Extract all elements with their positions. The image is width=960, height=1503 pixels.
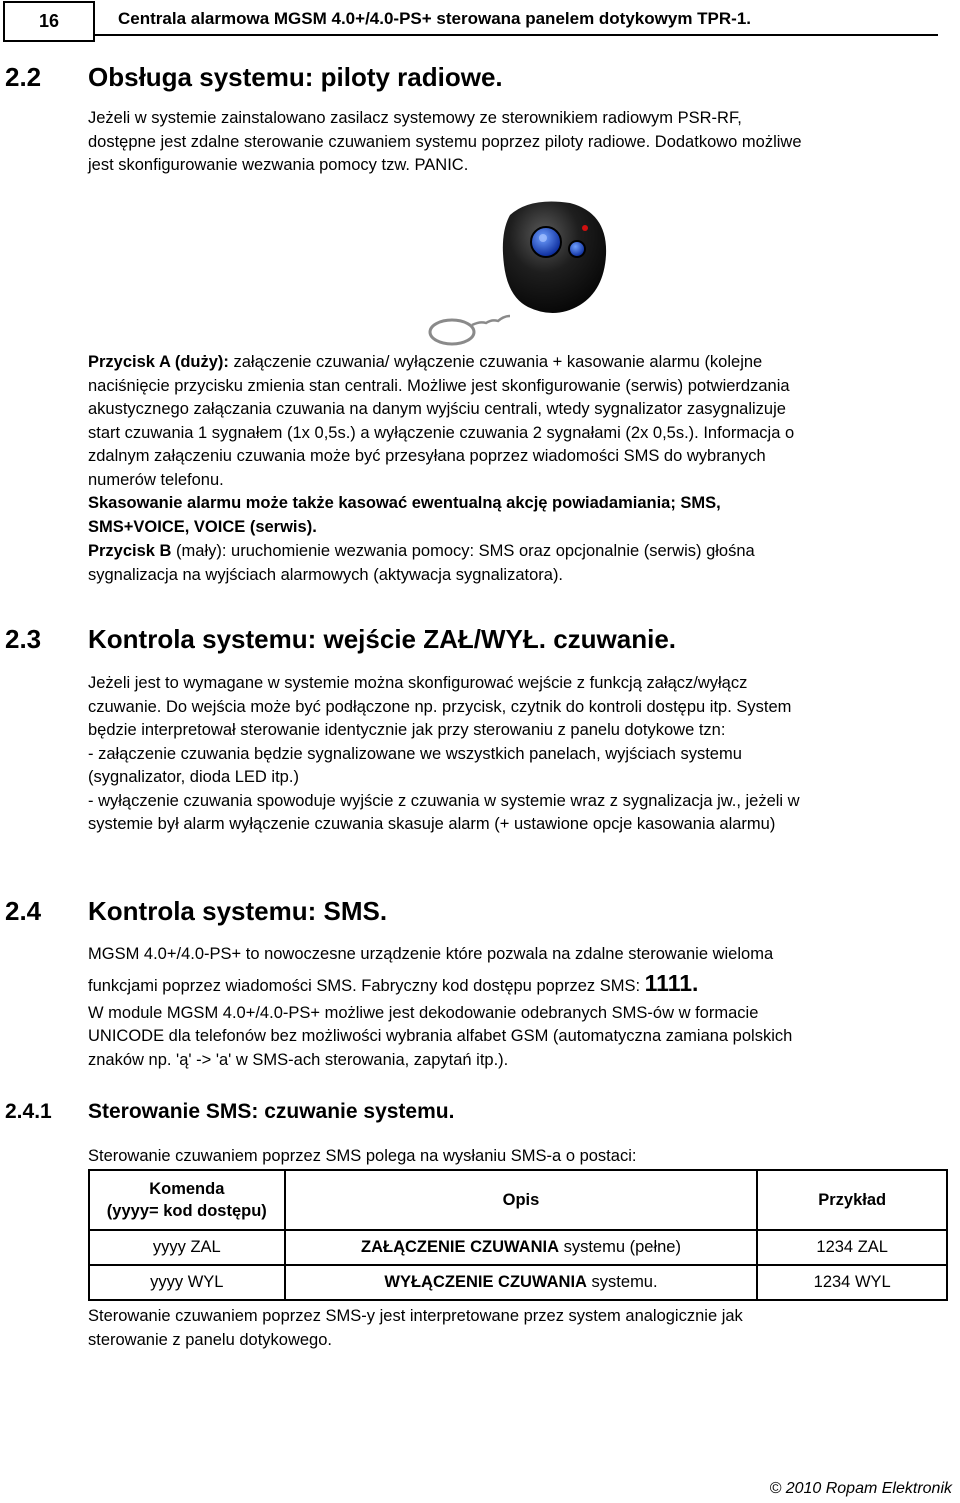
section-title: Sterowanie SMS: czuwanie systemu. bbox=[88, 1100, 455, 1123]
section-2-4-1-heading bbox=[5, 1100, 454, 1124]
text-line: SMS+VOICE, VOICE (serwis). bbox=[88, 517, 317, 536]
section-number: 2.3 bbox=[5, 624, 42, 654]
section-title: Kontrola systemu: wejście ZAŁ/WYŁ. czuwanie. bbox=[88, 624, 677, 654]
page-number: 16 bbox=[3, 1, 95, 42]
cell-example: 1234 WYL bbox=[757, 1265, 947, 1300]
cell-description bbox=[285, 1230, 758, 1265]
text-line: akustycznego załączania czuwania na danym wyjściu centrali, wtedy sygnalizator zasygnalizuje bbox=[88, 400, 786, 418]
text-line: MGSM 4.0+/4.0-PS+ to nowoczesne urządzenie które pozwala na zdalne sterowanie wieloma bbox=[88, 945, 774, 963]
section-2-3-body bbox=[88, 672, 948, 837]
button-b bbox=[569, 241, 585, 257]
cell-description-bold: ZAŁĄCZENIE CZUWANIA bbox=[361, 1238, 559, 1256]
text-line: Jeżeli w systemie zainstalowano zasilacz systemowy ze sterownikiem radiowym PSR-RF, bbox=[88, 109, 742, 127]
cell-description-rest: systemu (pełne) bbox=[559, 1238, 681, 1256]
text-line: zdalnym załączeniu czuwania może być przesyłana poprzez wiadomości SMS do wybranych bbox=[88, 447, 766, 465]
table-header-row bbox=[89, 1170, 947, 1230]
text-line: Sterowanie czuwaniem poprzez SMS-y jest interpretowane przez system analogicznie jak bbox=[88, 1307, 743, 1325]
alarm-reset-note bbox=[88, 492, 948, 539]
column-header-command bbox=[89, 1170, 285, 1230]
text-line: czuwanie. Do wejścia może być podłączone np. przycisk, czytnik do kontroli dostępu itp. System bbox=[88, 697, 792, 716]
column-header-description: Opis bbox=[285, 1170, 758, 1230]
section-2-2-heading bbox=[5, 62, 503, 93]
table-row bbox=[89, 1230, 947, 1265]
footer-copyright: © 2010 Ropam Elektronik bbox=[769, 1480, 952, 1497]
keyring bbox=[430, 316, 510, 344]
cell-description-bold: WYŁĄCZENIE CZUWANIA bbox=[384, 1273, 587, 1291]
section-2-4-heading bbox=[5, 896, 387, 927]
cell-description bbox=[285, 1265, 758, 1300]
text-line: funkcjami poprzez wiadomości SMS. Fabryczny kod dostępu poprzez SMS: bbox=[88, 976, 645, 995]
header-rule bbox=[95, 34, 938, 36]
header-title: Centrala alarmowa MGSM 4.0+/4.0-PS+ sterowana panelem dotykowym TPR-1. bbox=[118, 9, 751, 28]
section-2-4-1-after bbox=[88, 1305, 948, 1352]
text-line: - załączenie czuwania będzie sygnalizowane we wszystkich panelach, wyjściach systemu bbox=[88, 744, 742, 763]
text-line: znaków np. 'ą' -> 'a' w SMS-ach sterowania, zapytań itp.). bbox=[88, 1050, 509, 1069]
text-line: start czuwania 1 sygnałem (1x 0,5s.) a wyłączenie czuwania 2 sygnałami (2x 0,5s.). Informacja o bbox=[88, 423, 795, 442]
button-b-description bbox=[88, 540, 948, 587]
cell-command: yyyy ZAL bbox=[89, 1230, 285, 1265]
text-line: Jeżeli jest to wymagane w systemie można skonfigurować wejście z funkcją załącz/wyłącz bbox=[88, 674, 748, 692]
text-line: dostępne jest zdalne sterowanie czuwaniem systemu poprzez piloty radiowe. Dodatkowo możliwe bbox=[88, 132, 802, 151]
sms-command-table bbox=[88, 1169, 948, 1301]
led bbox=[582, 225, 588, 231]
section-number: 2.4.1 bbox=[5, 1100, 52, 1123]
table-row bbox=[89, 1265, 947, 1300]
button-a bbox=[531, 227, 561, 257]
text-line: Sterowanie czuwaniem poprzez SMS polega na wysłaniu SMS-a o postaci: bbox=[88, 1147, 637, 1165]
access-code: 1111. bbox=[644, 969, 699, 996]
text-line: sterowanie z panelu dotykowego. bbox=[88, 1330, 332, 1349]
section-2-2-intro bbox=[88, 107, 948, 178]
button-a-label: Przycisk A (duży): bbox=[88, 353, 229, 371]
column-header-example: Przykład bbox=[757, 1170, 947, 1230]
text-line: - wyłączenie czuwania spowoduje wyjście z czuwania w systemie wraz z sygnalizacja jw., jeżeli w bbox=[88, 791, 800, 810]
section-2-4-1-intro bbox=[88, 1145, 948, 1169]
text-line: numerów telefonu. bbox=[88, 470, 224, 489]
text-line: (mały): uruchomienie wezwania pomocy: SMS oraz opcjonalnie (serwis) głośna bbox=[171, 542, 755, 560]
button-a-description bbox=[88, 351, 948, 492]
section-number: 2.4 bbox=[5, 896, 42, 926]
text-line: załączenie czuwania/ wyłączenie czuwania + kasowanie alarmu (kolejne bbox=[228, 353, 763, 371]
text-line: (sygnalizator, dioda LED itp.) bbox=[88, 768, 299, 786]
text-line: systemie był alarm wyłączenie czuwania skasuje alarm (+ ustawione opcje kasowania alarmu) bbox=[88, 815, 776, 833]
section-number: 2.2 bbox=[5, 62, 42, 92]
header-line: (yyyy= kod dostępu) bbox=[106, 1202, 267, 1220]
text-line: jest skonfigurowanie wezwania pomocy tzw. PANIC. bbox=[88, 156, 469, 174]
page-header bbox=[0, 0, 960, 46]
section-2-4-body bbox=[88, 943, 948, 1072]
fob-body bbox=[503, 202, 606, 314]
cell-command: yyyy WYL bbox=[89, 1265, 285, 1300]
remote-keyfob-icon bbox=[420, 195, 620, 350]
cell-description-rest: systemu. bbox=[586, 1273, 658, 1291]
text-line: UNICODE dla telefonów bez możliwości wybrania alfabet GSM (automatyczna zamiana polskich bbox=[88, 1027, 793, 1045]
text-line: naciśnięcie przycisku zmienia stan centrali. Możliwe jest skonfigurowanie (serwis) potwierdzania bbox=[88, 376, 790, 395]
text-line: będzie interpretował sterowanie identycznie jak przy sterowaniu z panelu dotykowe tzn: bbox=[88, 721, 726, 739]
cell-example: 1234 ZAL bbox=[757, 1230, 947, 1265]
button-b-label: Przycisk B bbox=[88, 542, 172, 560]
header-line: Komenda bbox=[149, 1180, 225, 1198]
section-2-3-heading bbox=[5, 624, 676, 655]
text-line: W module MGSM 4.0+/4.0-PS+ możliwe jest dekodowanie odebranych SMS-ów w formacie bbox=[88, 1003, 759, 1022]
section-title: Kontrola systemu: SMS. bbox=[88, 896, 388, 926]
section-title: Obsługa systemu: piloty radiowe. bbox=[88, 62, 503, 92]
text-line: sygnalizacja na wyjściach alarmowych (aktywacja sygnalizatora). bbox=[88, 565, 564, 584]
text-line: Skasowanie alarmu może także kasować ewentualną akcję powiadamiania; SMS, bbox=[88, 494, 721, 512]
